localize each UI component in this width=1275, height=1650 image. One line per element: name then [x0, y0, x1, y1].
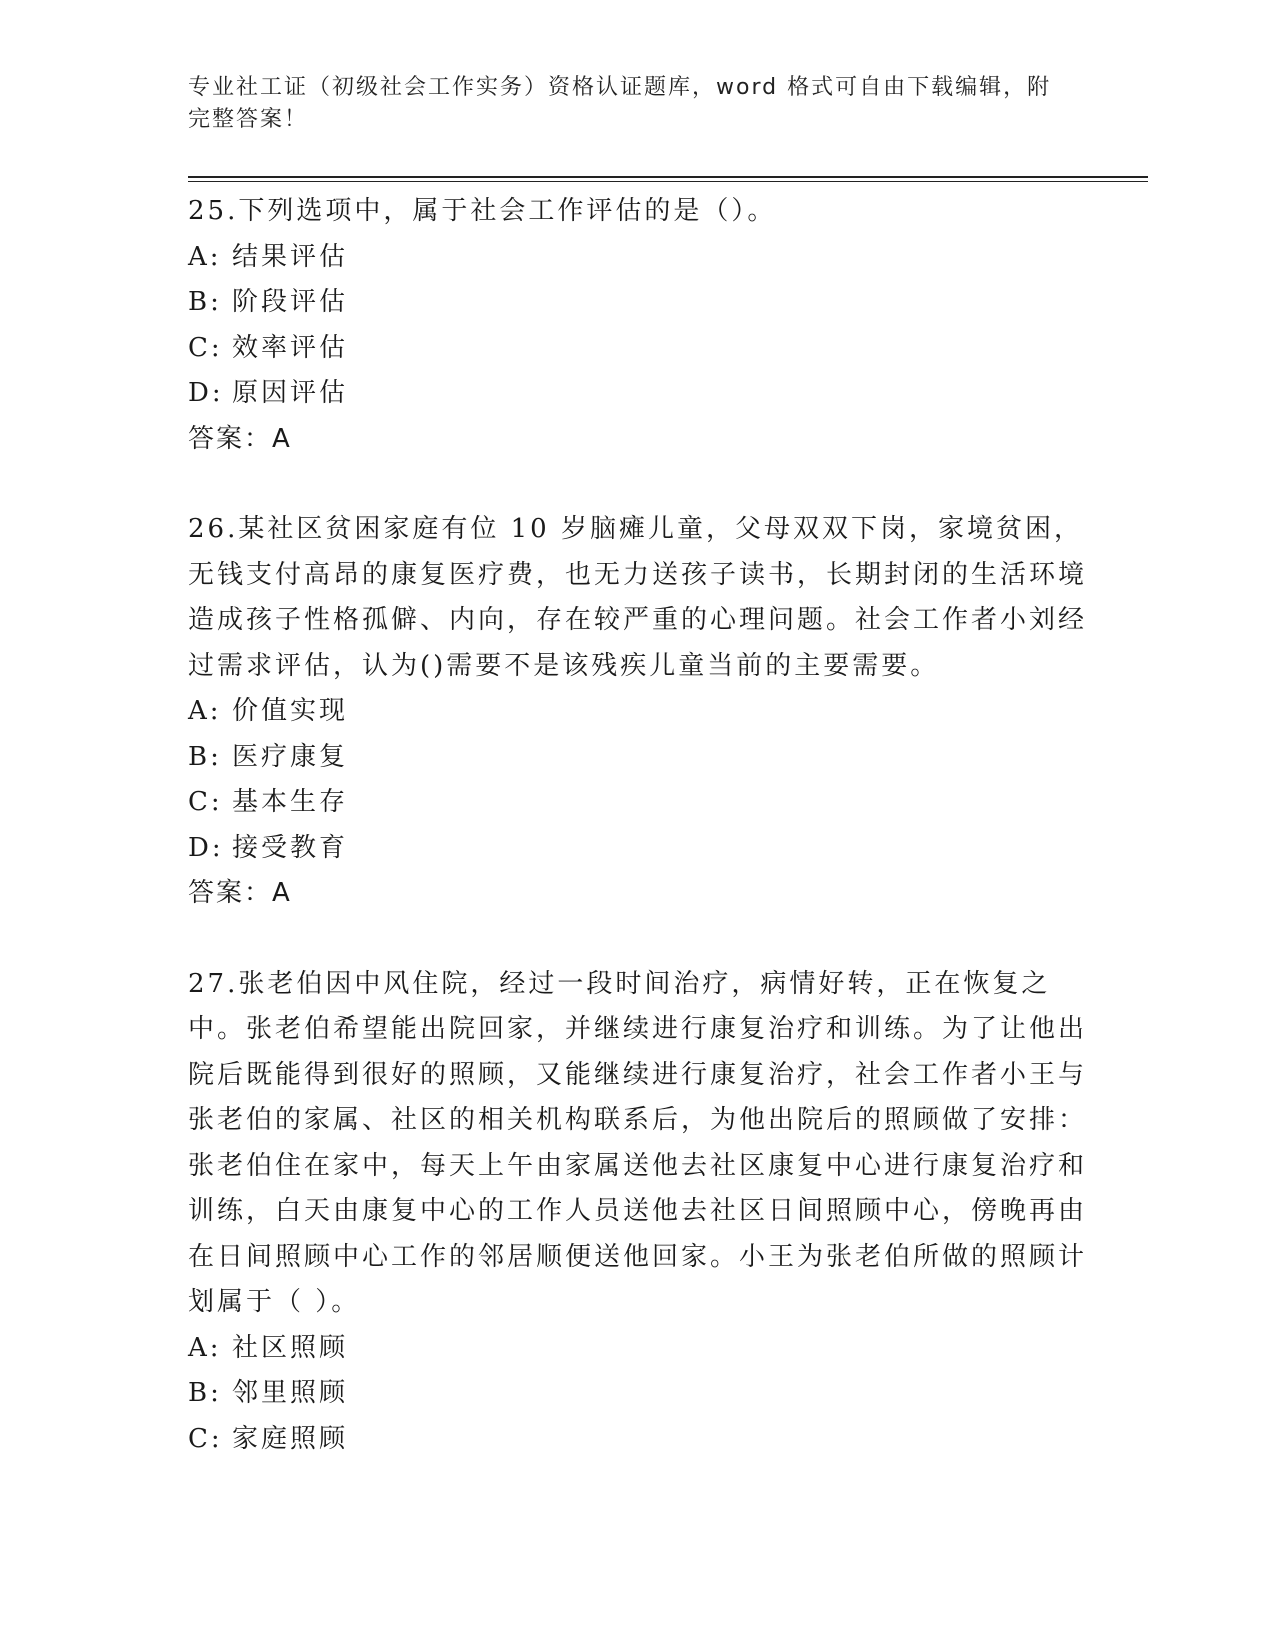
question-25: [188, 189, 1088, 462]
option-key: A:: [188, 1332, 222, 1363]
option-b: [188, 735, 1088, 781]
option-text: 接受教育: [232, 832, 349, 863]
option-key: B:: [188, 287, 222, 317]
header-line-2: 完整答案！: [188, 107, 309, 132]
option-text: 邻里照顾: [232, 1378, 349, 1408]
header-divider-thin: [188, 181, 1148, 182]
option-b: [188, 280, 1088, 326]
option-key: B:: [188, 741, 222, 772]
option-key: C:: [188, 1423, 223, 1454]
option-text: 阶段评估: [232, 287, 349, 317]
option-key: A:: [188, 241, 222, 272]
question-26: [188, 507, 1088, 917]
option-b: [188, 1371, 1088, 1417]
option-a: [188, 235, 1088, 281]
option-d: [188, 371, 1088, 417]
question-stem: 27.张老伯因中风住院，经过一段时间治疗，病情好转，正在恢复之中。张老伯希望能出院回家，并继续进行康复治疗和训练。为了让他出院后既能得到很好的照顾，又能继续进行康复治疗，社会工作者小王与张老伯的家属、社区的相关机构联系后，为他出院后的照顾做了安排：张老伯住在家中，每天上午由家属送他去社区康复中心进行康复治疗和训练，白天由康复中心的工作人员送他去社区日间照顾中心，傍晚再由在日间照顾中心工作的邻居顺便送他回家。小王为张老伯所做的照顾计划属于（ ）。: [188, 968, 1088, 1317]
option-text: 原因评估: [232, 378, 349, 408]
option-key: D:: [188, 378, 224, 408]
option-text: 家庭照顾: [232, 1423, 349, 1454]
option-c: [188, 780, 1088, 826]
option-c: [188, 1417, 1088, 1463]
option-key: D:: [188, 832, 224, 863]
document-header: [188, 72, 1068, 136]
option-d: [188, 826, 1088, 872]
option-text: 效率评估: [232, 332, 349, 363]
option-a: [188, 689, 1088, 735]
option-text: 基本生存: [232, 787, 349, 817]
option-key: C:: [188, 332, 223, 363]
option-key: C:: [188, 787, 223, 817]
answer-line: 答案：A: [188, 878, 292, 908]
option-text: 价值实现: [232, 696, 349, 726]
option-text: 结果评估: [232, 241, 349, 272]
answer-line: 答案：A: [188, 423, 292, 454]
question-stem: 26.某社区贫困家庭有位 10 岁脑瘫儿童，父母双双下岗，家境贫困，无钱支付高昂的康复医疗费，也无力送孩子读书，长期封闭的生活环境造成孩子性格孤僻、内向，存在较严重的心理问题。社会工作者小刘经过需求评估，认为()需要不是该残疾儿童当前的主要需要。: [188, 514, 1088, 681]
option-key: A:: [188, 696, 222, 726]
option-text: 社区照顾: [232, 1332, 349, 1363]
question-list: [188, 189, 1088, 1462]
header-line-1: 专业社工证（初级社会工作实务）资格认证题库，word 格式可自由下载编辑，附: [188, 75, 1052, 100]
option-key: B:: [188, 1378, 222, 1408]
option-a: [188, 1326, 1088, 1372]
question-27: [188, 962, 1088, 1463]
header-divider-thick: [188, 176, 1148, 178]
question-stem: 25.下列选项中，属于社会工作评估的是（）。: [188, 196, 777, 226]
option-c: [188, 326, 1088, 372]
option-text: 医疗康复: [232, 741, 349, 772]
